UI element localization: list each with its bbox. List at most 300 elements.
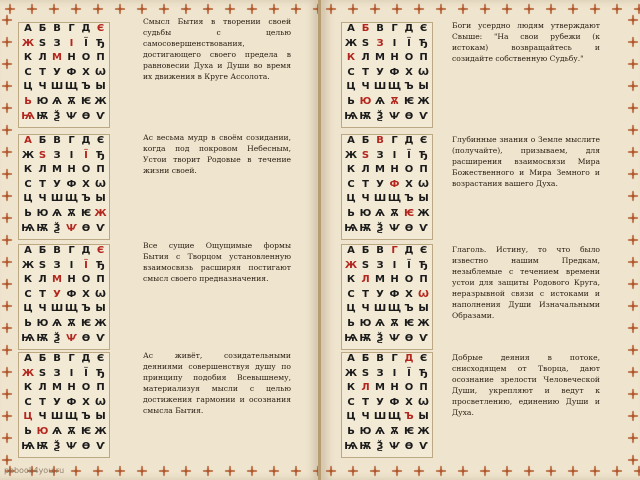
- alphabet-letter: Ж: [417, 426, 430, 437]
- alphabet-letter: Ъ: [81, 411, 91, 423]
- alphabet-letter: П: [96, 164, 105, 176]
- alphabet-letter: С: [24, 288, 32, 300]
- alphabet-letter: О: [81, 52, 91, 64]
- alphabet-letter: Ѕ: [361, 259, 370, 271]
- alphabet-letter: Х: [405, 66, 413, 78]
- alphabet-letter: І: [69, 367, 74, 379]
- alphabet-letter: Ш: [373, 303, 387, 315]
- alphabet-letter: Ж: [21, 37, 35, 49]
- floral-ornament: [115, 4, 125, 14]
- alphabet-letter: Ѱ: [389, 440, 400, 452]
- alphabet-letter: Ѩ: [21, 222, 35, 234]
- alphabet-letter: У: [53, 396, 61, 408]
- floral-ornament: [2, 367, 12, 377]
- alphabet-letter: Ѧ: [52, 208, 62, 219]
- alphabet-letter: З: [376, 149, 384, 161]
- alphabet-letter: Ѥ: [80, 318, 92, 329]
- floral-ornament: [2, 191, 12, 201]
- alphabet-letter: І: [69, 149, 74, 161]
- alphabet-letter: З: [376, 37, 384, 49]
- alphabet-letter: Ч: [361, 303, 370, 315]
- floral-ornament: [93, 466, 103, 476]
- floral-ornament: [628, 323, 638, 333]
- alphabet-letter: Ч: [361, 193, 370, 205]
- floral-ornament: [93, 4, 103, 14]
- alphabet-letter: Ш: [50, 193, 64, 205]
- alphabet-letter: С: [347, 396, 355, 408]
- alphabet-letter: Ѥ: [403, 208, 415, 219]
- floral-ornament: [628, 81, 638, 91]
- alphabet-letter: Ж: [21, 367, 35, 379]
- alphabet-letter: Т: [39, 66, 46, 78]
- alphabet-letter: Ь: [24, 426, 32, 437]
- alphabet-letter: Ѥ: [403, 318, 415, 329]
- alphabet-letter: І: [392, 367, 397, 379]
- alphabet-letter: Ѩ: [21, 110, 35, 122]
- alphabet-letter: Ѫ: [67, 208, 76, 219]
- alphabet-letter: О: [81, 164, 91, 176]
- alphabet-letter: К: [23, 274, 33, 286]
- alphabet-letter: Ж: [21, 259, 35, 271]
- floral-ornament: [203, 466, 213, 476]
- alphabet-letter: Ъ: [404, 411, 414, 423]
- alphabet-letter: С: [24, 66, 32, 78]
- alphabet-letter: Ѳ: [81, 332, 91, 344]
- alphabet-letter: У: [376, 288, 384, 300]
- floral-ornament: [27, 4, 37, 14]
- alphabet-letter: Ъ: [81, 193, 91, 205]
- alphabet-letter: Ђ: [419, 259, 428, 271]
- alphabet-letter: Ж: [94, 426, 107, 437]
- alphabet-letter: Л: [361, 52, 370, 64]
- floral-ornament: [392, 466, 402, 476]
- alphabet-letter: Ѫ: [67, 96, 76, 107]
- alphabet-letter: Ѡ: [418, 66, 429, 78]
- floral-ornament: [628, 455, 638, 465]
- floral-ornament: [2, 301, 12, 311]
- alphabet-letter: Х: [82, 178, 90, 190]
- alphabet-letter: Ѱ: [66, 110, 77, 122]
- alphabet-letter: Л: [38, 382, 47, 394]
- alphabet-letter: Х: [405, 396, 413, 408]
- alphabet-letter: Ѭ: [359, 332, 372, 344]
- floral-ornament: [502, 466, 512, 476]
- floral-ornament: [291, 4, 301, 14]
- alphabet-letter: Ѯ: [376, 332, 384, 344]
- floral-ornament: [159, 466, 169, 476]
- floral-ornament: [612, 4, 622, 14]
- floral-ornament: [269, 466, 279, 476]
- floral-ornament: [628, 389, 638, 399]
- alphabet-letter: Ф: [389, 178, 400, 190]
- alphabet-letter: П: [96, 382, 105, 394]
- alphabet-letter: Ѭ: [36, 440, 49, 452]
- floral-ornament: [628, 257, 638, 267]
- floral-ornament: [71, 4, 81, 14]
- alphabet-letter: Щ: [64, 193, 79, 205]
- alphabet-letter: Ѥ: [403, 96, 415, 107]
- alphabet-letter: Ѫ: [390, 96, 399, 107]
- floral-ornament: [612, 466, 622, 476]
- alphabet-letter: Б: [361, 353, 370, 364]
- alphabet-letter: Ъ: [404, 303, 414, 315]
- alphabet-letter: Г: [68, 245, 75, 256]
- alphabet-letter: Ѱ: [389, 332, 400, 344]
- alphabet-letter: Д: [81, 23, 91, 34]
- floral-ornament: [326, 466, 336, 476]
- floral-ornament: [71, 466, 81, 476]
- alphabet-letter: Ѭ: [36, 332, 49, 344]
- alphabet-letter: Ѵ: [419, 440, 428, 452]
- floral-ornament: [247, 4, 257, 14]
- floral-ornament: [2, 147, 12, 157]
- floral-ornament: [225, 4, 235, 14]
- alphabet-letter: Г: [68, 23, 75, 34]
- alphabet-letter: Ї: [84, 259, 88, 271]
- alphabet-letter: У: [53, 178, 61, 190]
- alphabet-letter: Ѭ: [359, 222, 372, 234]
- alphabet-letter: Ы: [418, 81, 429, 93]
- floral-ornament: [524, 466, 534, 476]
- alphabet-letter: Б: [361, 23, 370, 34]
- alphabet-letter: Ф: [66, 66, 77, 78]
- alphabet-letter: Ц: [23, 193, 33, 205]
- alphabet-letter: Ъ: [404, 193, 414, 205]
- alphabet-letter: Ѭ: [359, 110, 372, 122]
- alphabet-letter: Ѯ: [376, 222, 384, 234]
- alphabet-letter: І: [392, 37, 397, 49]
- alphabet-letter: П: [419, 274, 428, 286]
- block-text: Ас живёт, созидательными деяниями совершенствуя душу по принципу подобия Всевышнему, материализуя мысли с целью достижения гармонии и осознания смысла Бытия.: [143, 351, 291, 415]
- alphabet-letter: Т: [39, 178, 46, 190]
- alphabet-letter: Ѩ: [21, 332, 35, 344]
- alphabet-letter: І: [69, 37, 74, 49]
- alphabet-letter: Ж: [94, 208, 107, 219]
- alphabet-letter: Ѱ: [389, 110, 400, 122]
- alphabet-letter: А: [24, 23, 32, 34]
- alphabet-letter: Д: [404, 23, 414, 34]
- alphabet-letter: Щ: [387, 81, 402, 93]
- alphabet-letter: А: [24, 245, 32, 256]
- floral-ornament: [348, 4, 358, 14]
- alphabet-letter: Х: [82, 396, 90, 408]
- alphabet-letter: Н: [67, 274, 76, 286]
- alphabet-letter: Є: [419, 245, 428, 256]
- alphabet-letter: Ѥ: [80, 426, 92, 437]
- alphabet-letter: Ц: [346, 81, 356, 93]
- alphabet-letter: Ѯ: [53, 222, 61, 234]
- alphabet-letter: Ї: [84, 149, 88, 161]
- alphabet-letter: Ц: [346, 411, 356, 423]
- alphabet-letter: В: [376, 135, 384, 146]
- alphabet-letter: П: [419, 164, 428, 176]
- alphabet-letter: Н: [390, 164, 399, 176]
- alphabet-letter: Г: [391, 135, 398, 146]
- alphabet-letter: Ѡ: [95, 178, 106, 190]
- alphabet-letter: Ч: [38, 411, 47, 423]
- floral-ornament: [628, 191, 638, 201]
- alphabet-letter: Ѵ: [96, 222, 105, 234]
- alphabet-letter: Н: [390, 274, 399, 286]
- alphabet-letter: В: [53, 245, 61, 256]
- alphabet-letter: Є: [419, 23, 428, 34]
- alphabet-letter: Д: [81, 353, 91, 364]
- alphabet-letter: Ѕ: [361, 149, 370, 161]
- alphabet-letter: Ж: [417, 96, 430, 107]
- alphabet-letter: Ь: [24, 318, 32, 329]
- floral-ornament: [414, 466, 424, 476]
- alphabet-letter: Є: [96, 245, 105, 256]
- floral-ornament: [291, 466, 301, 476]
- alphabet-letter: Ї: [407, 37, 411, 49]
- alphabet-letter: Ѳ: [404, 440, 414, 452]
- alphabet-letter: З: [53, 37, 61, 49]
- alphabet-letter: К: [346, 274, 356, 286]
- alphabet-letter: Т: [362, 66, 369, 78]
- alphabet-letter: М: [52, 382, 62, 394]
- alphabet-letter: Ъ: [81, 81, 91, 93]
- top-ornament-border: [321, 2, 640, 16]
- alphabet-letter: М: [375, 52, 385, 64]
- floral-ornament: [203, 4, 213, 14]
- floral-ornament: [392, 4, 402, 14]
- alphabet-letter: Ѧ: [375, 96, 385, 107]
- floral-ornament: [590, 466, 600, 476]
- block-text: Ас весьма мудр в своём созидании, когда под покровом Небесным, Устои творит Родовые в течение жизни своей.: [143, 133, 291, 175]
- alphabet-table: [341, 244, 433, 350]
- alphabet-letter: К: [23, 164, 33, 176]
- alphabet-letter: Ж: [417, 208, 430, 219]
- alphabet-letter: К: [346, 382, 356, 394]
- alphabet-letter: М: [52, 52, 62, 64]
- left-page: [0, 0, 319, 480]
- alphabet-letter: Х: [82, 66, 90, 78]
- alphabet-letter: Ф: [389, 396, 400, 408]
- alphabet-letter: Д: [404, 353, 414, 364]
- alphabet-letter: Ы: [418, 193, 429, 205]
- alphabet-letter: Д: [81, 245, 91, 256]
- alphabet-letter: Ч: [38, 303, 47, 315]
- alphabet-letter: Ы: [95, 193, 106, 205]
- alphabet-letter: Т: [362, 396, 369, 408]
- alphabet-letter: У: [376, 178, 384, 190]
- alphabet-letter: Ѵ: [96, 332, 105, 344]
- alphabet-letter: К: [346, 164, 356, 176]
- block-text: Глаголь. Истину, то что было известно нашим Предкам, незыблемые с течением времени устои для защиты Родового Круга, неразрывной связи с истоками и наполнения Души Изначальными Образами.: [452, 245, 600, 320]
- alphabet-letter: С: [347, 288, 355, 300]
- alphabet-letter: Щ: [64, 81, 79, 93]
- alphabet-letter: А: [347, 353, 355, 364]
- alphabet-letter: Ѳ: [81, 110, 91, 122]
- alphabet-letter: В: [53, 353, 61, 364]
- block-text: Все сущие Ощущимые формы Бытия с Творцом установленную взаимосвязь расширяя постигают смысл своего предназначения.: [143, 241, 291, 283]
- alphabet-letter: П: [419, 382, 428, 394]
- floral-ornament: [628, 345, 638, 355]
- alphabet-letter: Ш: [373, 193, 387, 205]
- alphabet-letter: Ѥ: [80, 96, 92, 107]
- alphabet-letter: Ѫ: [67, 426, 76, 437]
- alphabet-letter: Н: [67, 382, 76, 394]
- floral-ornament: [524, 4, 534, 14]
- alphabet-letter: Ж: [94, 318, 107, 329]
- alphabet-letter: Ѭ: [36, 222, 49, 234]
- alphabet-letter: Г: [391, 245, 398, 256]
- floral-ornament: [628, 15, 638, 25]
- alphabet-letter: Ф: [389, 288, 400, 300]
- floral-ornament: [2, 411, 12, 421]
- alphabet-letter: Ѱ: [66, 332, 77, 344]
- floral-ornament: [628, 367, 638, 377]
- block-text: Боги усердно людям утверждают Свыше: "На свои рубежи (к истокам) возвращайтесь и созидайте собственную Судьбу.": [452, 21, 600, 63]
- floral-ornament: [568, 4, 578, 14]
- alphabet-letter: Ѕ: [361, 37, 370, 49]
- alphabet-letter: Є: [419, 353, 428, 364]
- floral-ornament: [628, 301, 638, 311]
- floral-ornament: [628, 411, 638, 421]
- floral-ornament: [458, 4, 468, 14]
- alphabet-letter: В: [53, 135, 61, 146]
- alphabet-letter: Ђ: [419, 37, 428, 49]
- alphabet-letter: Ц: [23, 303, 33, 315]
- floral-ornament: [269, 4, 279, 14]
- alphabet-letter: Ы: [418, 411, 429, 423]
- alphabet-letter: Ѫ: [67, 318, 76, 329]
- top-ornament-border: [0, 2, 319, 16]
- alphabet-letter: Ч: [361, 81, 370, 93]
- alphabet-letter: Ф: [389, 66, 400, 78]
- alphabet-letter: Г: [391, 23, 398, 34]
- alphabet-letter: Н: [67, 164, 76, 176]
- alphabet-letter: Ѳ: [404, 222, 414, 234]
- block-text: Глубинные знания о Земле мыслите (получайте), призываем, для расширения взаимосвязи Мира Божественного и Мира Земного и возрастания вашего Духа.: [452, 135, 600, 188]
- alphabet-letter: Ђ: [96, 259, 105, 271]
- alphabet-letter: Ю: [359, 208, 372, 219]
- alphabet-letter: А: [347, 23, 355, 34]
- alphabet-letter: Б: [361, 245, 370, 256]
- alphabet-letter: О: [404, 382, 414, 394]
- floral-ornament: [2, 279, 12, 289]
- floral-ornament: [2, 81, 12, 91]
- floral-ornament: [480, 466, 490, 476]
- alphabet-letter: Ѥ: [80, 208, 92, 219]
- alphabet-letter: Л: [38, 164, 47, 176]
- alphabet-letter: Ѩ: [21, 440, 35, 452]
- alphabet-letter: С: [347, 178, 355, 190]
- alphabet-letter: Ж: [94, 96, 107, 107]
- alphabet-letter: Ѫ: [390, 426, 399, 437]
- alphabet-letter: Ѳ: [81, 222, 91, 234]
- alphabet-letter: М: [375, 274, 385, 286]
- floral-ornament: [628, 147, 638, 157]
- alphabet-letter: Ж: [344, 259, 358, 271]
- alphabet-letter: Ѕ: [38, 367, 47, 379]
- floral-ornament: [2, 433, 12, 443]
- alphabet-letter: Ы: [95, 303, 106, 315]
- floral-ornament: [502, 4, 512, 14]
- alphabet-letter: Б: [38, 135, 47, 146]
- alphabet-letter: Ѱ: [389, 222, 400, 234]
- alphabet-letter: Ѡ: [95, 66, 106, 78]
- floral-ornament: [370, 466, 380, 476]
- alphabet-letter: Ѧ: [375, 208, 385, 219]
- alphabet-letter: Є: [96, 23, 105, 34]
- alphabet-letter: Д: [81, 135, 91, 146]
- alphabet-letter: С: [24, 396, 32, 408]
- alphabet-letter: Т: [39, 396, 46, 408]
- right-ornament-border: [626, 0, 640, 480]
- alphabet-letter: П: [96, 274, 105, 286]
- alphabet-letter: П: [419, 52, 428, 64]
- floral-ornament: [225, 466, 235, 476]
- alphabet-letter: Ѯ: [53, 110, 61, 122]
- alphabet-letter: Н: [390, 382, 399, 394]
- left-ornament-border: [0, 0, 14, 480]
- alphabet-letter: Ю: [36, 318, 49, 329]
- alphabet-letter: Ь: [347, 426, 355, 437]
- alphabet-letter: А: [347, 245, 355, 256]
- floral-ornament: [49, 4, 59, 14]
- alphabet-table: [341, 134, 433, 240]
- floral-ornament: [2, 37, 12, 47]
- alphabet-letter: Ѵ: [419, 222, 428, 234]
- block-text: Смысл Бытия в творении своей судьбы с целью самосовершенствования, достигающего своего предела в равновесии Духа и Души во время их движения в Круге Ассолота.: [143, 17, 291, 81]
- alphabet-letter: Ѕ: [38, 149, 47, 161]
- alphabet-letter: Ж: [21, 149, 35, 161]
- alphabet-letter: Ѵ: [96, 440, 105, 452]
- alphabet-letter: Ѕ: [38, 259, 47, 271]
- alphabet-letter: Л: [38, 52, 47, 64]
- alphabet-letter: Т: [362, 288, 369, 300]
- alphabet-letter: Ц: [346, 193, 356, 205]
- alphabet-letter: К: [23, 52, 33, 64]
- alphabet-letter: Ю: [36, 208, 49, 219]
- alphabet-letter: Ѡ: [95, 288, 106, 300]
- alphabet-letter: Г: [391, 353, 398, 364]
- alphabet-letter: Ѩ: [344, 332, 358, 344]
- alphabet-letter: Ф: [66, 396, 77, 408]
- alphabet-letter: Ѱ: [66, 440, 77, 452]
- alphabet-letter: А: [347, 135, 355, 146]
- alphabet-letter: Ѭ: [359, 440, 372, 452]
- site-watermark: pobook4you.ru: [4, 466, 65, 475]
- alphabet-letter: Ђ: [96, 149, 105, 161]
- alphabet-letter: У: [376, 396, 384, 408]
- alphabet-letter: Ѯ: [53, 332, 61, 344]
- alphabet-letter: Х: [82, 288, 90, 300]
- floral-ornament: [247, 466, 257, 476]
- block-text: Добрые деяния в потоке, снисходящем от Творца, дают осознание зрелости Человеческой Души, укрепляют и ведут к просветлению, единению Души и Духа.: [452, 353, 600, 417]
- alphabet-letter: М: [52, 164, 62, 176]
- alphabet-letter: Ч: [38, 193, 47, 205]
- alphabet-letter: Ю: [359, 96, 372, 107]
- floral-ornament: [2, 103, 12, 113]
- alphabet-letter: Т: [39, 288, 46, 300]
- alphabet-letter: Ы: [95, 411, 106, 423]
- alphabet-letter: Ѯ: [376, 440, 384, 452]
- floral-ornament: [181, 4, 191, 14]
- floral-ornament: [115, 466, 125, 476]
- alphabet-table: [18, 22, 110, 128]
- floral-ornament: [458, 466, 468, 476]
- alphabet-letter: Ч: [38, 81, 47, 93]
- alphabet-letter: Ѡ: [418, 396, 429, 408]
- alphabet-letter: З: [376, 367, 384, 379]
- alphabet-letter: Ш: [50, 411, 64, 423]
- alphabet-letter: З: [53, 367, 61, 379]
- floral-ornament: [2, 257, 12, 267]
- alphabet-letter: Ѕ: [361, 367, 370, 379]
- alphabet-letter: А: [24, 353, 32, 364]
